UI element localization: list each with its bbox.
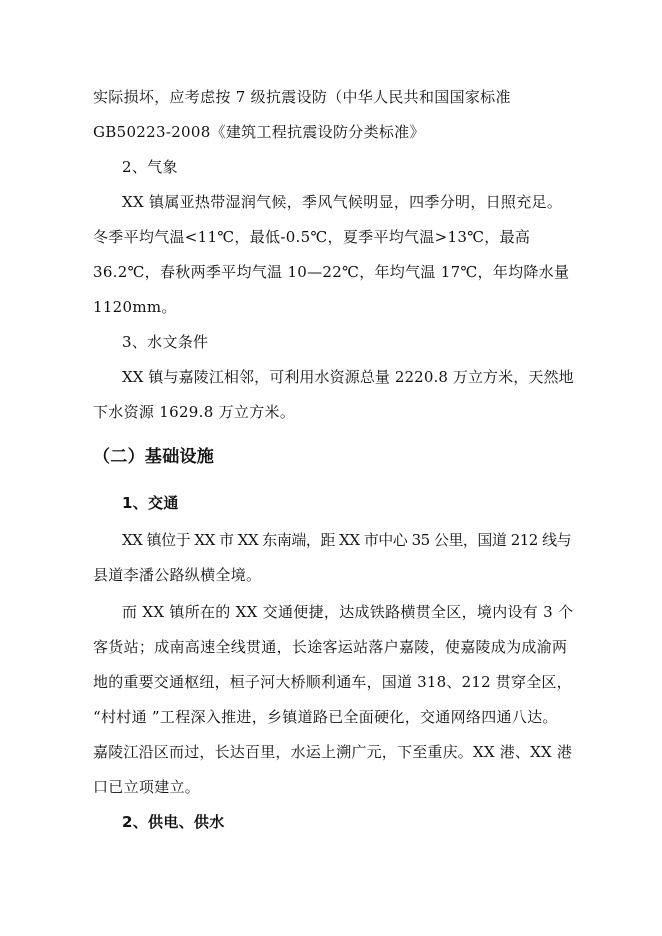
paragraph-line: 实际损坏，应考虑按 7 级抗震设防（中华人民共和国国家标准	[93, 88, 511, 106]
paragraph-line: 36.2℃，春秋两季平均气温 10—22℃，年均气温 17℃，年均降水量	[93, 263, 570, 281]
paragraph-line: 而 XX 镇所在的 XX 交通便捷，达成铁路横贯全区，境内设有 3 个	[122, 603, 574, 621]
paragraph-line: GB50223-2008《建筑工程抗震设防分类标准》	[93, 123, 425, 141]
paragraph-line: 口已立项建立。	[93, 778, 201, 796]
chapter-heading: （二）基础设施	[93, 447, 215, 467]
paragraph-line: “村村通 ”工程深入推进，乡镇道路已全面硬化，交通网络四通八达。	[93, 708, 558, 726]
section-heading: 1、交通	[122, 494, 179, 512]
paragraph-line: 下水资源 1629.8 万立方米。	[93, 403, 296, 421]
paragraph-line: XX 镇与嘉陵江相邻，可利用水资源总量 2220.8 万立方米，天然地	[122, 368, 574, 386]
paragraph-line: 客货站；成南高速全线贯通，长途客运站落户嘉陵，使嘉陵成为成渝两	[93, 638, 568, 656]
paragraph-line: XX 镇位于 XX 市 XX 东南端，距 XX 市中心 35 公里，国道 212 线与	[122, 531, 572, 549]
paragraph-line: 地的重要交通枢纽，桓子河大桥顺利通车，国道 318、212 贯穿全区，	[93, 673, 572, 691]
paragraph-line: 县道李潘公路纵横全境。	[93, 566, 262, 584]
paragraph-line: 嘉陵江沿区而过，长达百里，水运上溯广元，下至重庆。XX 港、XX 港	[93, 743, 573, 761]
paragraph-line: XX 镇属亚热带湿润气候，季风气候明显，四季分明，日照充足。	[122, 193, 563, 211]
paragraph-line: 1120mm。	[93, 298, 177, 316]
section-heading: 2、供电、供水	[122, 813, 225, 831]
paragraph-line: 冬季平均气温<11℃，最低-0.5℃，夏季平均气温>13℃，最高	[93, 228, 531, 246]
section-heading: 3、水文条件	[122, 333, 209, 351]
section-heading: 2、气象	[122, 158, 178, 176]
